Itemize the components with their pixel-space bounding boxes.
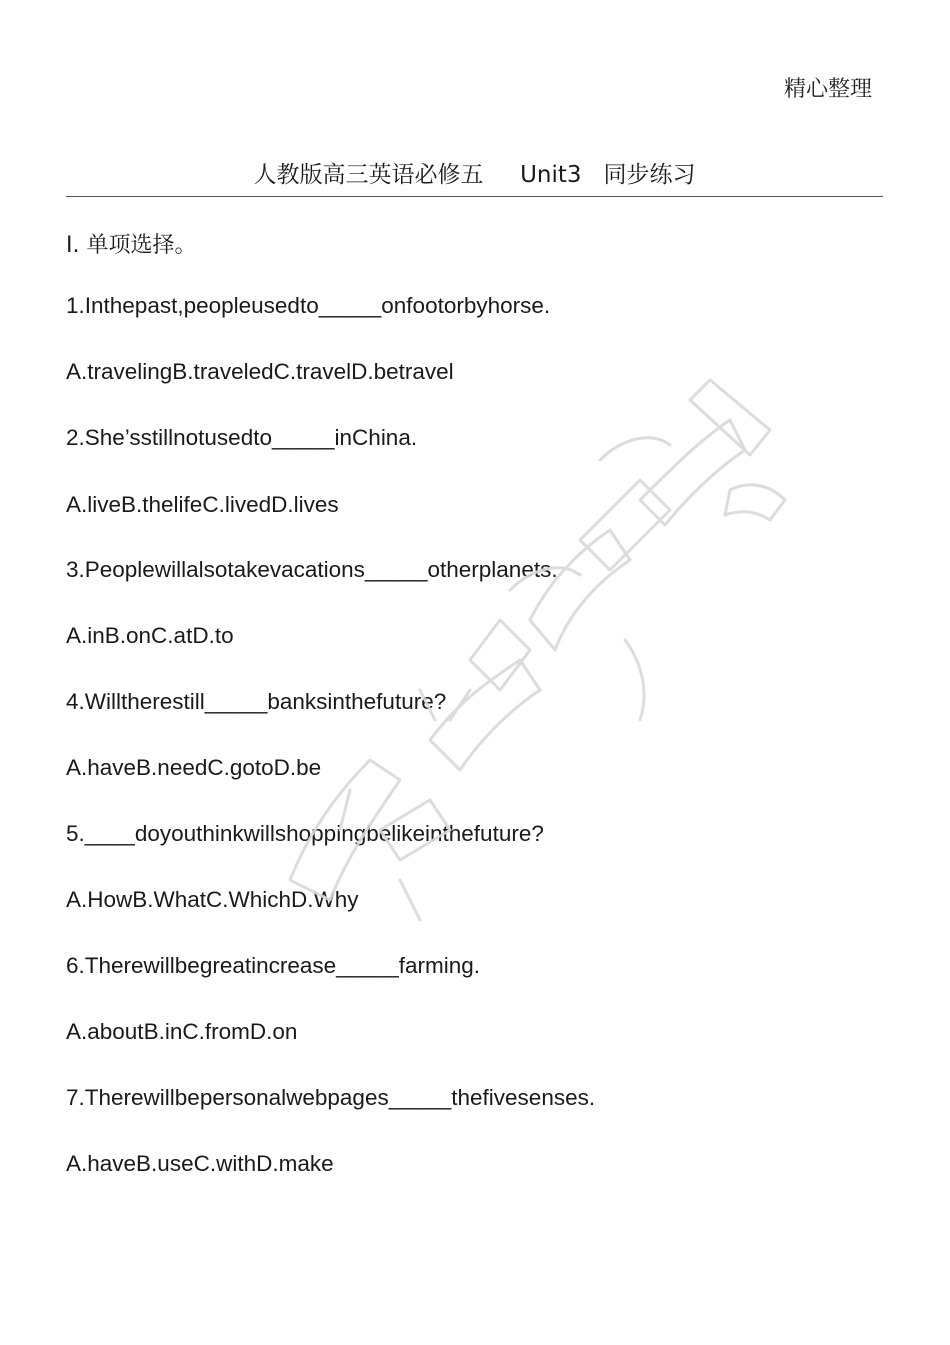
- question-5-stem: 5.____doyouthinkwillshoppingbelikeinthefuture?: [66, 821, 544, 846]
- question-5-options: A.HowB.WhatC.WhichD.Why: [66, 887, 359, 912]
- question-1-stem: 1.Inthepast,peopleusedto_____onfootorbyhorse.: [66, 293, 551, 318]
- document-title: 人教版高三英语必修五 Unit3 同步练习: [253, 162, 696, 188]
- title-divider: [66, 196, 883, 197]
- question-2-stem: 2.She’sstillnotusedto_____inChina.: [66, 425, 418, 450]
- question-2-options: A.liveB.thelifeC.livedD.lives: [66, 492, 339, 517]
- question-7-options: A.haveB.useC.withD.make: [66, 1151, 334, 1176]
- question-3-options: A.inB.onC.atD.to: [66, 623, 234, 648]
- question-6-stem: 6.Therewillbegreatincrease_____farming.: [66, 953, 480, 978]
- question-1-options: A.travelingB.traveledC.travelD.betravel: [66, 359, 454, 384]
- question-6-options: A.aboutB.inC.fromD.on: [66, 1019, 298, 1044]
- question-7-stem: 7.Therewillbepersonalwebpages_____thefivesenses.: [66, 1085, 596, 1110]
- section-heading: I. 单项选择。: [66, 233, 197, 258]
- question-4-options: A.haveB.needC.gotoD.be: [66, 755, 322, 780]
- question-4-stem: 4.Willtherestill_____banksinthefuture?: [66, 689, 447, 714]
- header-note: 精心整理: [783, 77, 872, 102]
- question-3-stem: 3.Peoplewillalsotakevacations_____otherplanets.: [66, 557, 558, 582]
